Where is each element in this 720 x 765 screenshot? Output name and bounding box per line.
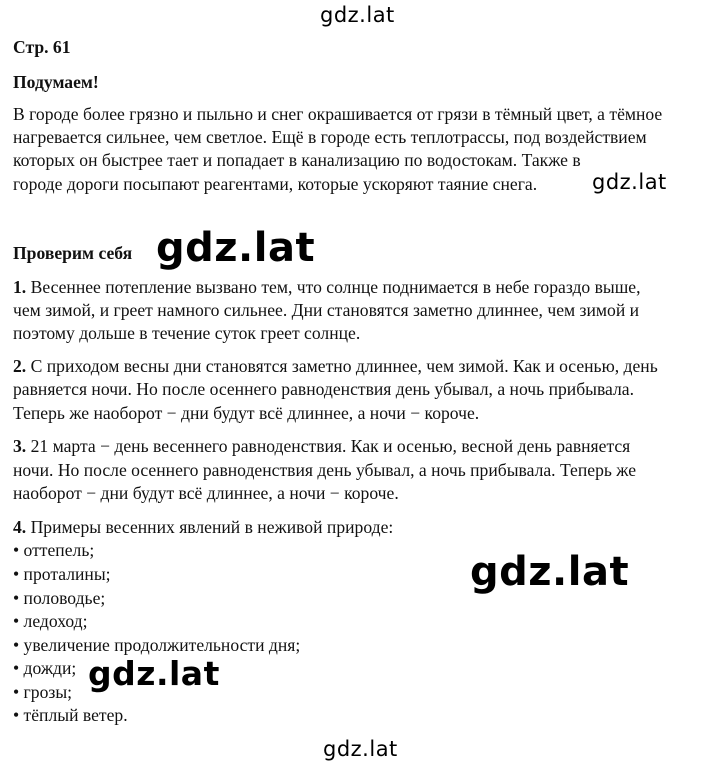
answer-3-line — [13, 435, 630, 457]
paragraph-line: которых он быстрее тает и попадает в канализацию по водостокам. Также в — [13, 150, 581, 170]
watermark-big-bottom-left: gdz.lat — [84, 655, 226, 693]
paragraph-line: нагревается сильнее, чем светлое. Ещё в городе есть теплотрассы, под воздействием — [13, 127, 647, 147]
answer-2-line: Теперь же наоборот − дни будут всё длиннее, а ночи − короче. — [13, 403, 480, 423]
paragraph-line: городе дороги посыпают реагентами, которые ускоряют таяние снега. — [13, 174, 538, 194]
answer-number: 1. — [13, 277, 27, 297]
answer-text: 21 марта − день весеннего равноденствия. Как и осенью, весной день равняется — [26, 436, 631, 456]
answer-text: Примеры весенних явлений в неживой природе: — [26, 517, 394, 537]
answer-number: 4. — [13, 517, 27, 537]
answer-2-line — [13, 355, 658, 377]
answer-2-line: равняется ночи. Но после осеннего равноденствия день убывал, а ночь прибывала. — [13, 379, 634, 399]
answer-4-line — [13, 516, 393, 538]
answer-1-line: чем зимой, и греет намного сильнее. Дни становятся заметно длиннее, чем зимой и — [13, 300, 640, 320]
answer-number: 2. — [13, 356, 27, 376]
answer-1-line — [13, 276, 641, 298]
answer-1-line: поэтому дольше в течение суток греет солнце. — [13, 323, 361, 343]
watermark-big-heading: gdz.lat — [152, 226, 321, 270]
bullet-item: • дожди; — [13, 658, 77, 678]
answer-text: Весеннее потепление вызвано тем, что солнце поднимается в небе гораздо выше, — [26, 277, 641, 297]
answer-number: 3. — [13, 436, 27, 456]
bullet-item: • оттепель; — [13, 540, 95, 560]
watermark-big-right: gdz.lat — [470, 549, 630, 595]
answer-3-line: наоборот − дни будут всё длиннее, а ночи − короче. — [13, 483, 399, 503]
watermark-bottom: gdz.lat — [323, 737, 398, 761]
bullet-item: • тёплый ветер. — [13, 705, 128, 725]
bullet-item: • ледоход; — [13, 611, 88, 631]
page-label: Стр. 61 — [13, 37, 71, 57]
answer-3-line: ночи. Но после осеннего равноденствия день убывал, а ночь прибывала. Теперь же — [13, 460, 637, 480]
bullet-item: • грозы; — [13, 682, 73, 702]
paragraph-line: В городе более грязно и пыльно и снег окрашивается от грязи в тёмный цвет, а тёмное — [13, 104, 663, 124]
section-title-check: Проверим себя — [13, 243, 133, 263]
bullet-item: • увеличение продолжительности дня; — [13, 635, 301, 655]
watermark-top: gdz.lat — [320, 3, 395, 27]
watermark-mid-right: gdz.lat — [588, 170, 671, 194]
bullet-item: • половодье; — [13, 588, 106, 608]
section-title-think: Подумаем! — [13, 72, 99, 92]
bullet-item: • проталины; — [13, 564, 111, 584]
answer-text: С приходом весны дни становятся заметно длиннее, чем зимой. Как и осенью, день — [26, 356, 658, 376]
